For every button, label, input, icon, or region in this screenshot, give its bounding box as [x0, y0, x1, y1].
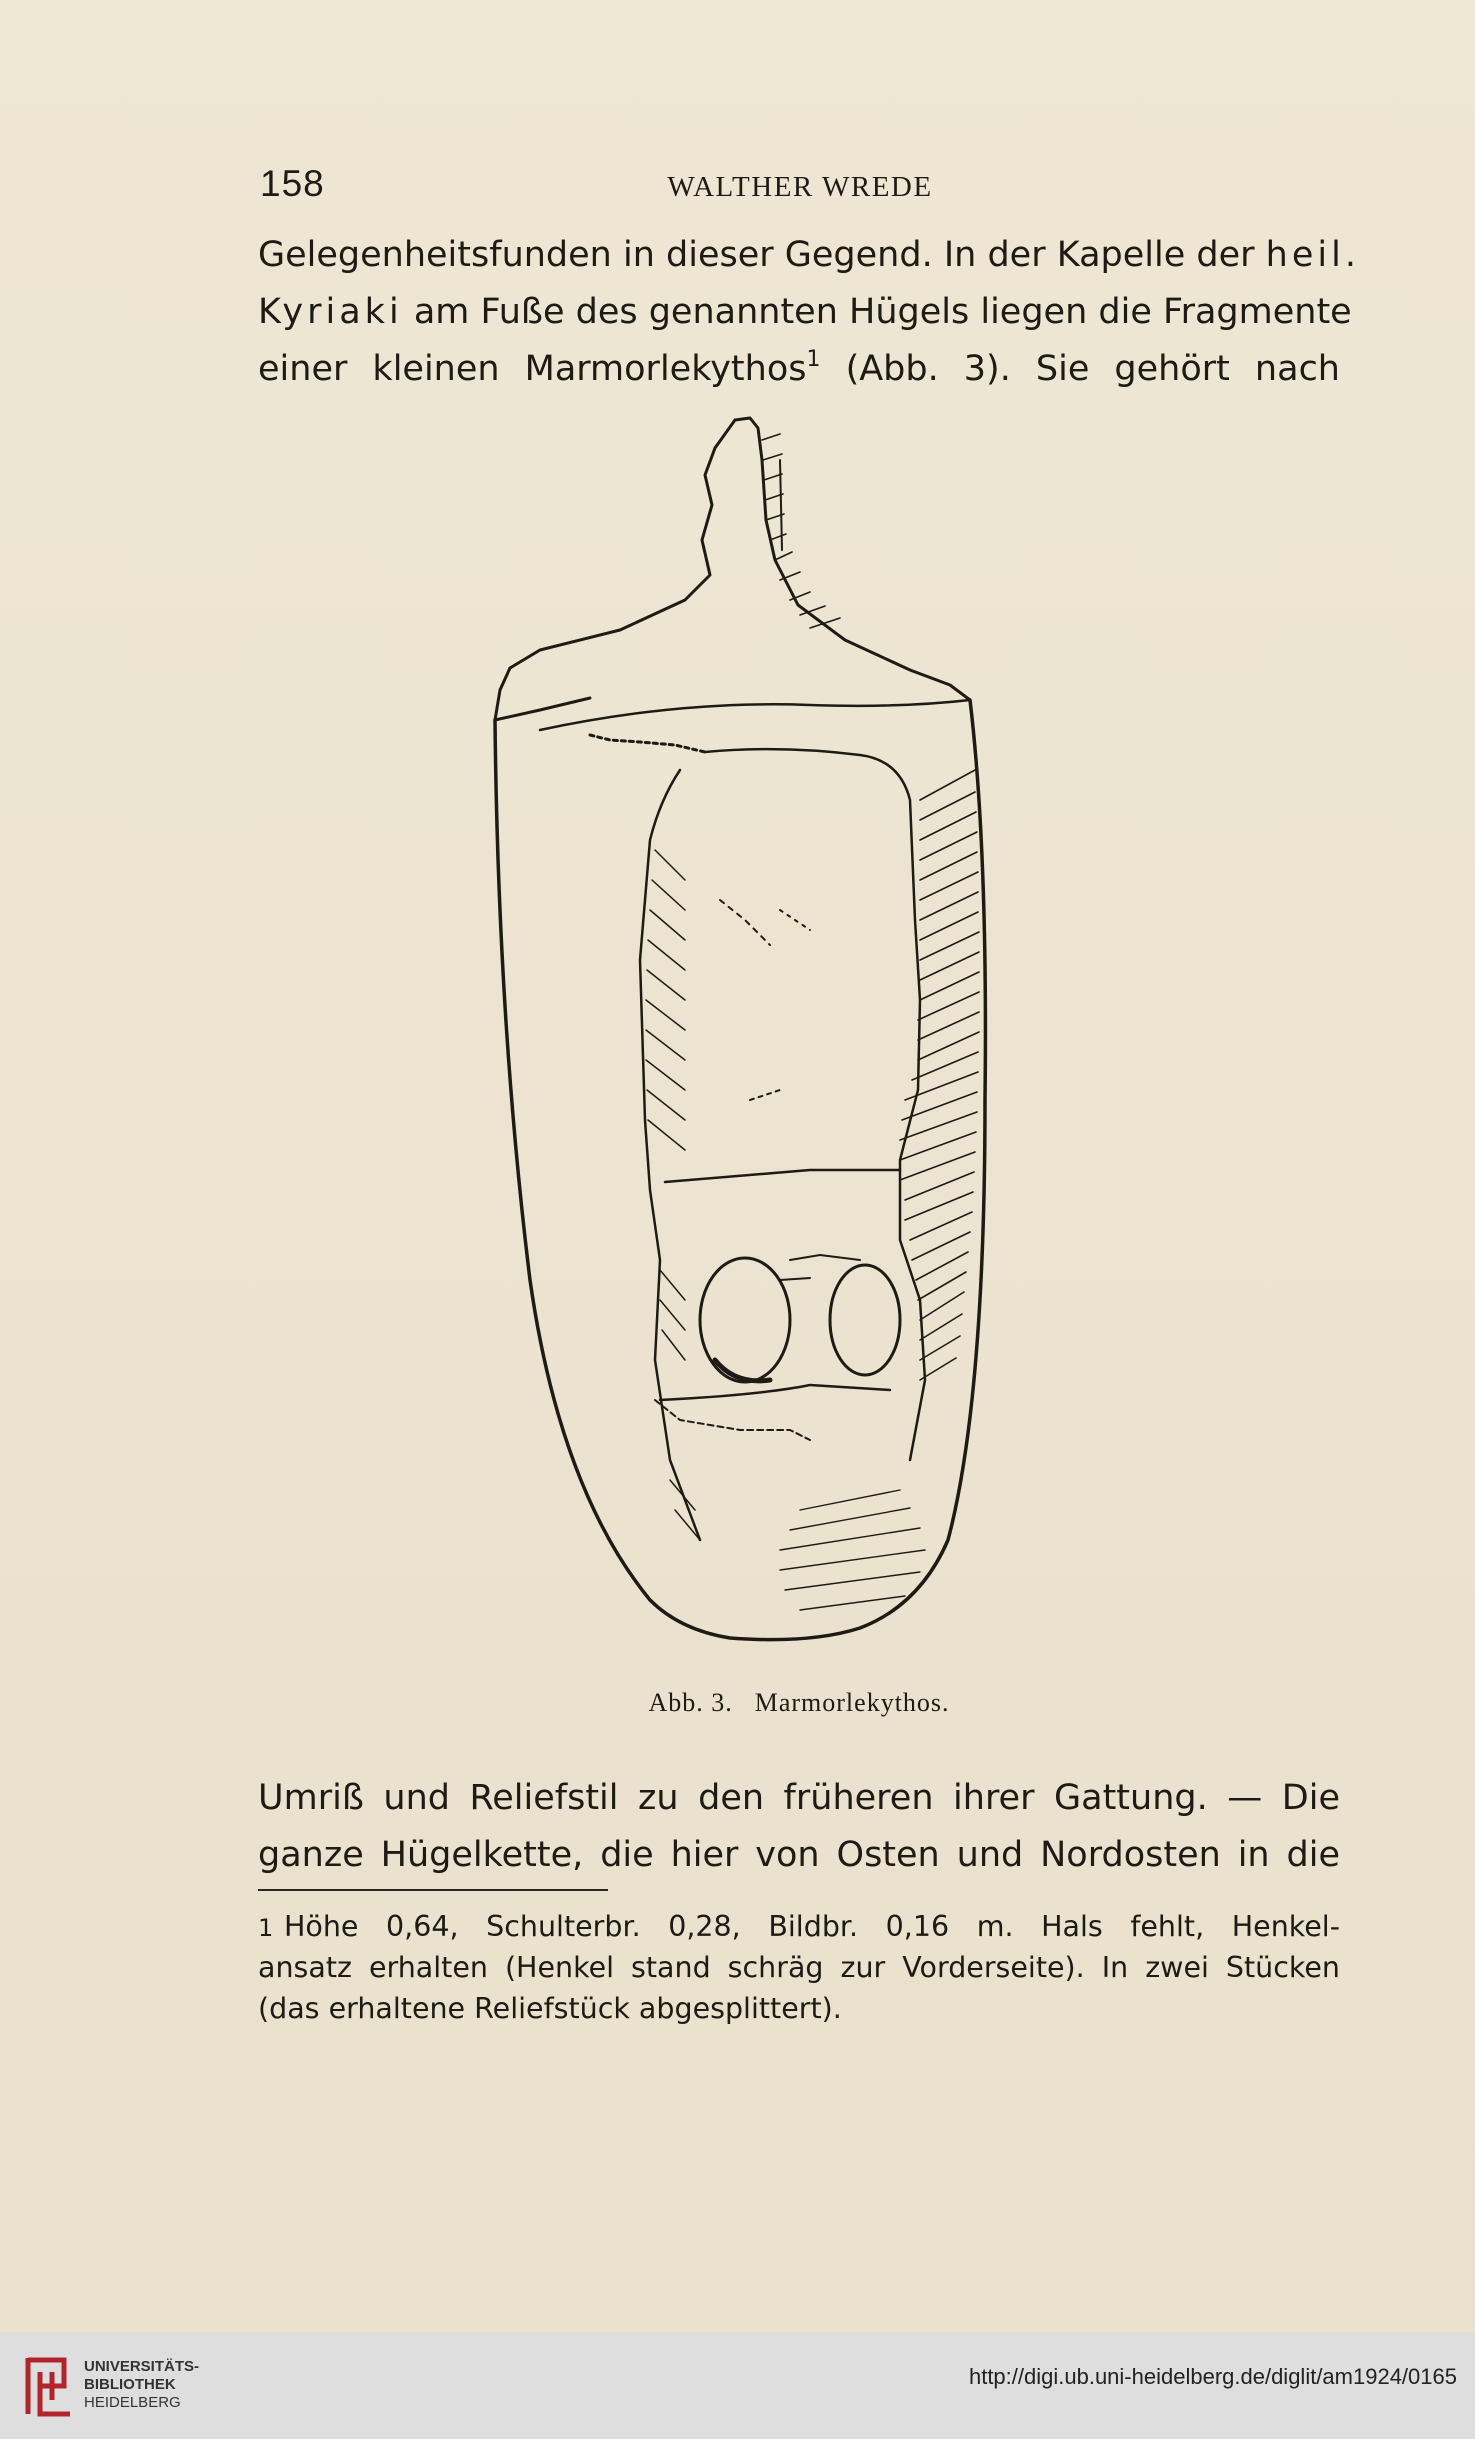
footnote-line: 1 Höhe 0,64, Schulterbr. 0,28, Bildbr. 0,16 m. Hals fehlt, Henkel-	[258, 1906, 1340, 1947]
lekythos-drawing	[480, 400, 1120, 1680]
caption-label: Abb. 3.	[648, 1688, 733, 1717]
text-line: Umriß und Reliefstil zu den früheren ihrer Gattung. — Die	[258, 1778, 1340, 1818]
caption-text: Marmorlekythos.	[754, 1688, 950, 1717]
footnote-line: (das erhaltene Reliefstück abgesplittert).	[258, 1992, 842, 2025]
lekythos-figure	[480, 400, 1120, 1680]
text-line: einer kleinen Marmorlekythos$^1$ (Abb. 3). Sie gehört nach	[258, 347, 1340, 389]
page-header	[260, 163, 1340, 213]
text-line: Gelegenheitsfunden in dieser Gegend. In der Kapelle der heil.	[258, 235, 1360, 275]
footnote-line: ansatz erhalten (Henkel stand schräg zur Vorderseite). In zwei Stücken	[258, 1951, 1340, 1984]
text-line: Kyriaki am Fuße des genannten Hügels liegen die Fragmente	[258, 292, 1352, 332]
paragraph-top	[258, 227, 1360, 398]
library-logo-icon	[14, 2352, 78, 2422]
footnote	[258, 1906, 1340, 2029]
source-url-link[interactable]: http://digi.ub.uni-heidelberg.de/diglit/am1924/0165	[968, 2364, 1457, 2389]
footnote-reference: 1	[806, 347, 821, 372]
library-logo-text: UNIVERSITÄTS- BIBLIOTHEK HEIDELBERG	[84, 2358, 200, 2411]
spaced-word: heil.	[1265, 235, 1360, 275]
figure-caption	[258, 1688, 1340, 1718]
running-head: WALTHER WREDE	[667, 171, 933, 203]
footnote-mark: 1	[258, 1914, 274, 1942]
paragraph-bottom	[258, 1770, 1340, 1884]
footnote-divider	[258, 1889, 608, 1891]
text-line: ganze Hügelkette, die hier von Osten und Nordosten in die	[258, 1835, 1340, 1875]
spaced-word: Kyriaki	[258, 292, 403, 332]
page-number: 158	[260, 163, 325, 204]
viewer-footer-bar	[0, 2332, 1475, 2439]
